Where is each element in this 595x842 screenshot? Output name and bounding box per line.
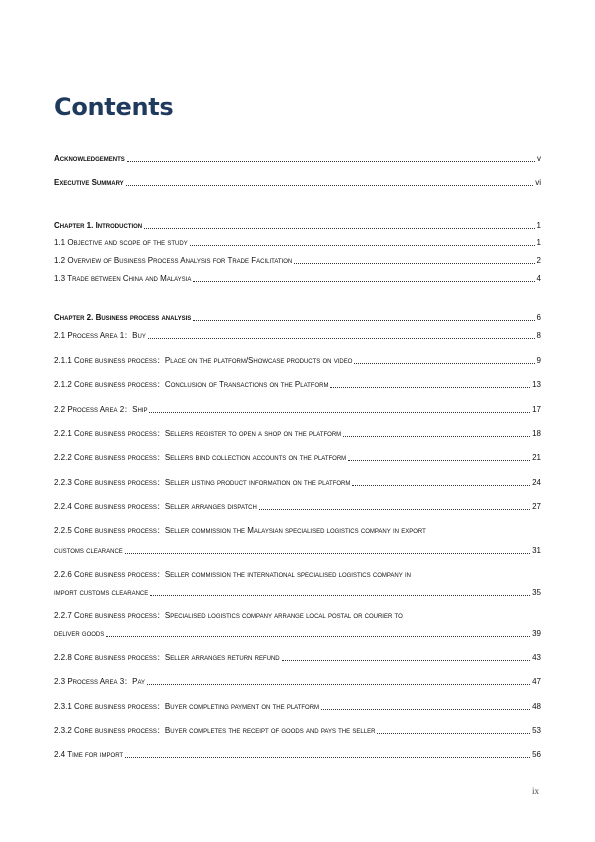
dot-leader: [148, 337, 535, 339]
toc-entry-2-3-1[interactable]: [54, 700, 541, 712]
dot-leader: [352, 484, 530, 486]
dot-leader: [125, 552, 530, 554]
toc-page-number: 43: [532, 653, 541, 662]
toc-entry-label: 2.3.2 Core business process：Buyer completes the receipt of goods and pays the seller: [54, 726, 376, 735]
toc-entry-acknowledgements[interactable]: [54, 152, 541, 164]
dot-leader: [150, 594, 530, 596]
toc-page-number: 13: [532, 380, 541, 389]
toc-entry-label: Executive Summary: [54, 178, 124, 187]
toc-page-number: vi: [535, 178, 541, 187]
toc-entry-label: 2.1 Process Area 1：Buy: [54, 331, 146, 340]
dot-leader: [193, 319, 534, 321]
toc-entry-2-2-7[interactable]: [54, 627, 541, 639]
toc-page-number: 4: [536, 274, 541, 283]
toc-entry-2-2-5[interactable]: [54, 544, 541, 556]
dot-leader: [149, 411, 530, 413]
toc-page-number: 56: [532, 750, 541, 759]
toc-entry-2-2-5-line1[interactable]: [54, 524, 541, 536]
toc-entry-chapter-2[interactable]: [54, 311, 541, 323]
toc-entry-2-2-1[interactable]: [54, 427, 541, 439]
dot-leader: [282, 659, 530, 661]
toc-entry-label: 2.3.1 Core business process：Buyer completing payment on the platform: [54, 702, 320, 711]
toc-entry-2-3-2[interactable]: [54, 724, 541, 736]
toc-entry-1-1[interactable]: [54, 236, 541, 248]
toc-entry-executive-summary[interactable]: [54, 176, 541, 188]
toc-entry-2-2-6-line1[interactable]: [54, 568, 541, 580]
toc-entry-label: 2.2 Process Area 2：Ship: [54, 405, 148, 414]
toc-entry-2-2-3[interactable]: [54, 476, 541, 488]
dot-leader: [294, 262, 534, 264]
toc-entry-2-2-8[interactable]: [54, 651, 541, 663]
toc-entry-label: 2.2.3 Core business process：Seller listing product information on the platform: [54, 478, 351, 487]
toc-entry-2-2-2[interactable]: [54, 451, 541, 463]
toc-page-number: 1: [536, 238, 541, 247]
dot-leader: [125, 756, 530, 758]
toc-page-number: 17: [532, 405, 541, 414]
toc-page-number: 47: [532, 677, 541, 686]
dot-leader: [193, 280, 534, 282]
toc-entry-label: deliver goods: [54, 629, 105, 638]
page-title: Contents: [54, 93, 174, 121]
dot-leader: [144, 227, 534, 229]
toc-entry-label: 2.4 Time for import: [54, 750, 124, 759]
toc-page-number: 31: [532, 546, 541, 555]
toc-page-number: 53: [532, 726, 541, 735]
toc-entry-label: 2.2.6 Core business process：Seller commission the international specialised logistics company in: [54, 570, 411, 579]
toc-entry-2-2-7-line1[interactable]: [54, 609, 541, 621]
toc-page-number: v: [537, 154, 541, 163]
toc-entry-label: 1.3 Trade between China and Malaysia: [54, 274, 192, 283]
toc-entry-2-3[interactable]: [54, 675, 541, 687]
toc-page-number: 8: [536, 331, 541, 340]
dot-leader: [354, 362, 534, 364]
dot-leader: [321, 708, 530, 710]
dot-leader: [126, 184, 534, 186]
dot-leader: [330, 386, 530, 388]
toc-entry-2-2[interactable]: [54, 403, 541, 415]
dot-leader: [190, 244, 535, 246]
dot-leader: [106, 635, 530, 637]
toc-entry-2-2-6[interactable]: [54, 586, 541, 598]
toc-entry-label: 2.1.1 Core business process：Place on the platform/Showcase products on video: [54, 356, 353, 365]
toc-entry-2-1-1[interactable]: [54, 354, 541, 366]
toc-page-number: 18: [532, 429, 541, 438]
toc-entry-2-2-4[interactable]: [54, 500, 541, 512]
toc-entry-label: import customs clearance: [54, 588, 149, 597]
toc-entry-2-1[interactable]: [54, 329, 541, 341]
toc-entry-label: 1.1 Objective and scope of the study: [54, 238, 188, 247]
dot-leader: [348, 459, 530, 461]
toc-entry-2-1-2[interactable]: [54, 378, 541, 390]
toc-entry-chapter-1[interactable]: [54, 219, 541, 231]
toc-page-number: 21: [532, 453, 541, 462]
toc-entry-label: Acknowledgements: [54, 154, 125, 163]
toc-entry-label: 2.2.8 Core business process：Seller arranges return refund: [54, 653, 280, 662]
toc-entry-label: 2.2.2 Core business process：Sellers bind collection accounts on the platform: [54, 453, 347, 462]
toc-page-number: 35: [532, 588, 541, 597]
toc-entry-label: 2.2.7 Core business process：Specialised logistics company arrange local postal or courier to: [54, 611, 403, 620]
toc-entry-1-3[interactable]: [54, 272, 541, 284]
toc-entry-label: 2.3 Process Area 3：Pay: [54, 677, 146, 686]
toc-page-number: 48: [532, 702, 541, 711]
toc-page-number: 24: [532, 478, 541, 487]
toc-page-number: 27: [532, 502, 541, 511]
toc-page-number: 39: [532, 629, 541, 638]
dot-leader: [377, 732, 530, 734]
dot-leader: [259, 508, 530, 510]
toc-entry-label: 2.2.4 Core business process：Seller arranges dispatch: [54, 502, 257, 511]
dot-leader: [343, 435, 530, 437]
toc-entry-1-2[interactable]: [54, 254, 541, 266]
toc-entry-label: 1.2 Overview of Business Process Analysis for Trade Facilitation: [54, 256, 293, 265]
toc-entry-label: 2.1.2 Core business process：Conclusion of Transactions on the Platform: [54, 380, 329, 389]
toc-entry-label: Chapter 1. Introduction: [54, 221, 143, 230]
dot-leader: [127, 160, 535, 162]
page-number-footer: ix: [532, 786, 540, 796]
toc-entry-2-4[interactable]: [54, 748, 541, 760]
toc-entry-label: 2.2.1 Core business process：Sellers register to open a shop on the platform: [54, 429, 342, 438]
toc-page-number: 6: [536, 313, 541, 322]
toc-page-number: 9: [536, 356, 541, 365]
toc-entry-label: 2.2.5 Core business process：Seller commission the Malaysian specialised logistics company in export: [54, 526, 426, 535]
toc-entry-label: customs clearance: [54, 546, 123, 555]
toc-page-number: 2: [536, 256, 541, 265]
toc-page-number: 1: [536, 221, 541, 230]
dot-leader: [147, 683, 530, 685]
toc-entry-label: Chapter 2. Business process analysis: [54, 313, 192, 322]
